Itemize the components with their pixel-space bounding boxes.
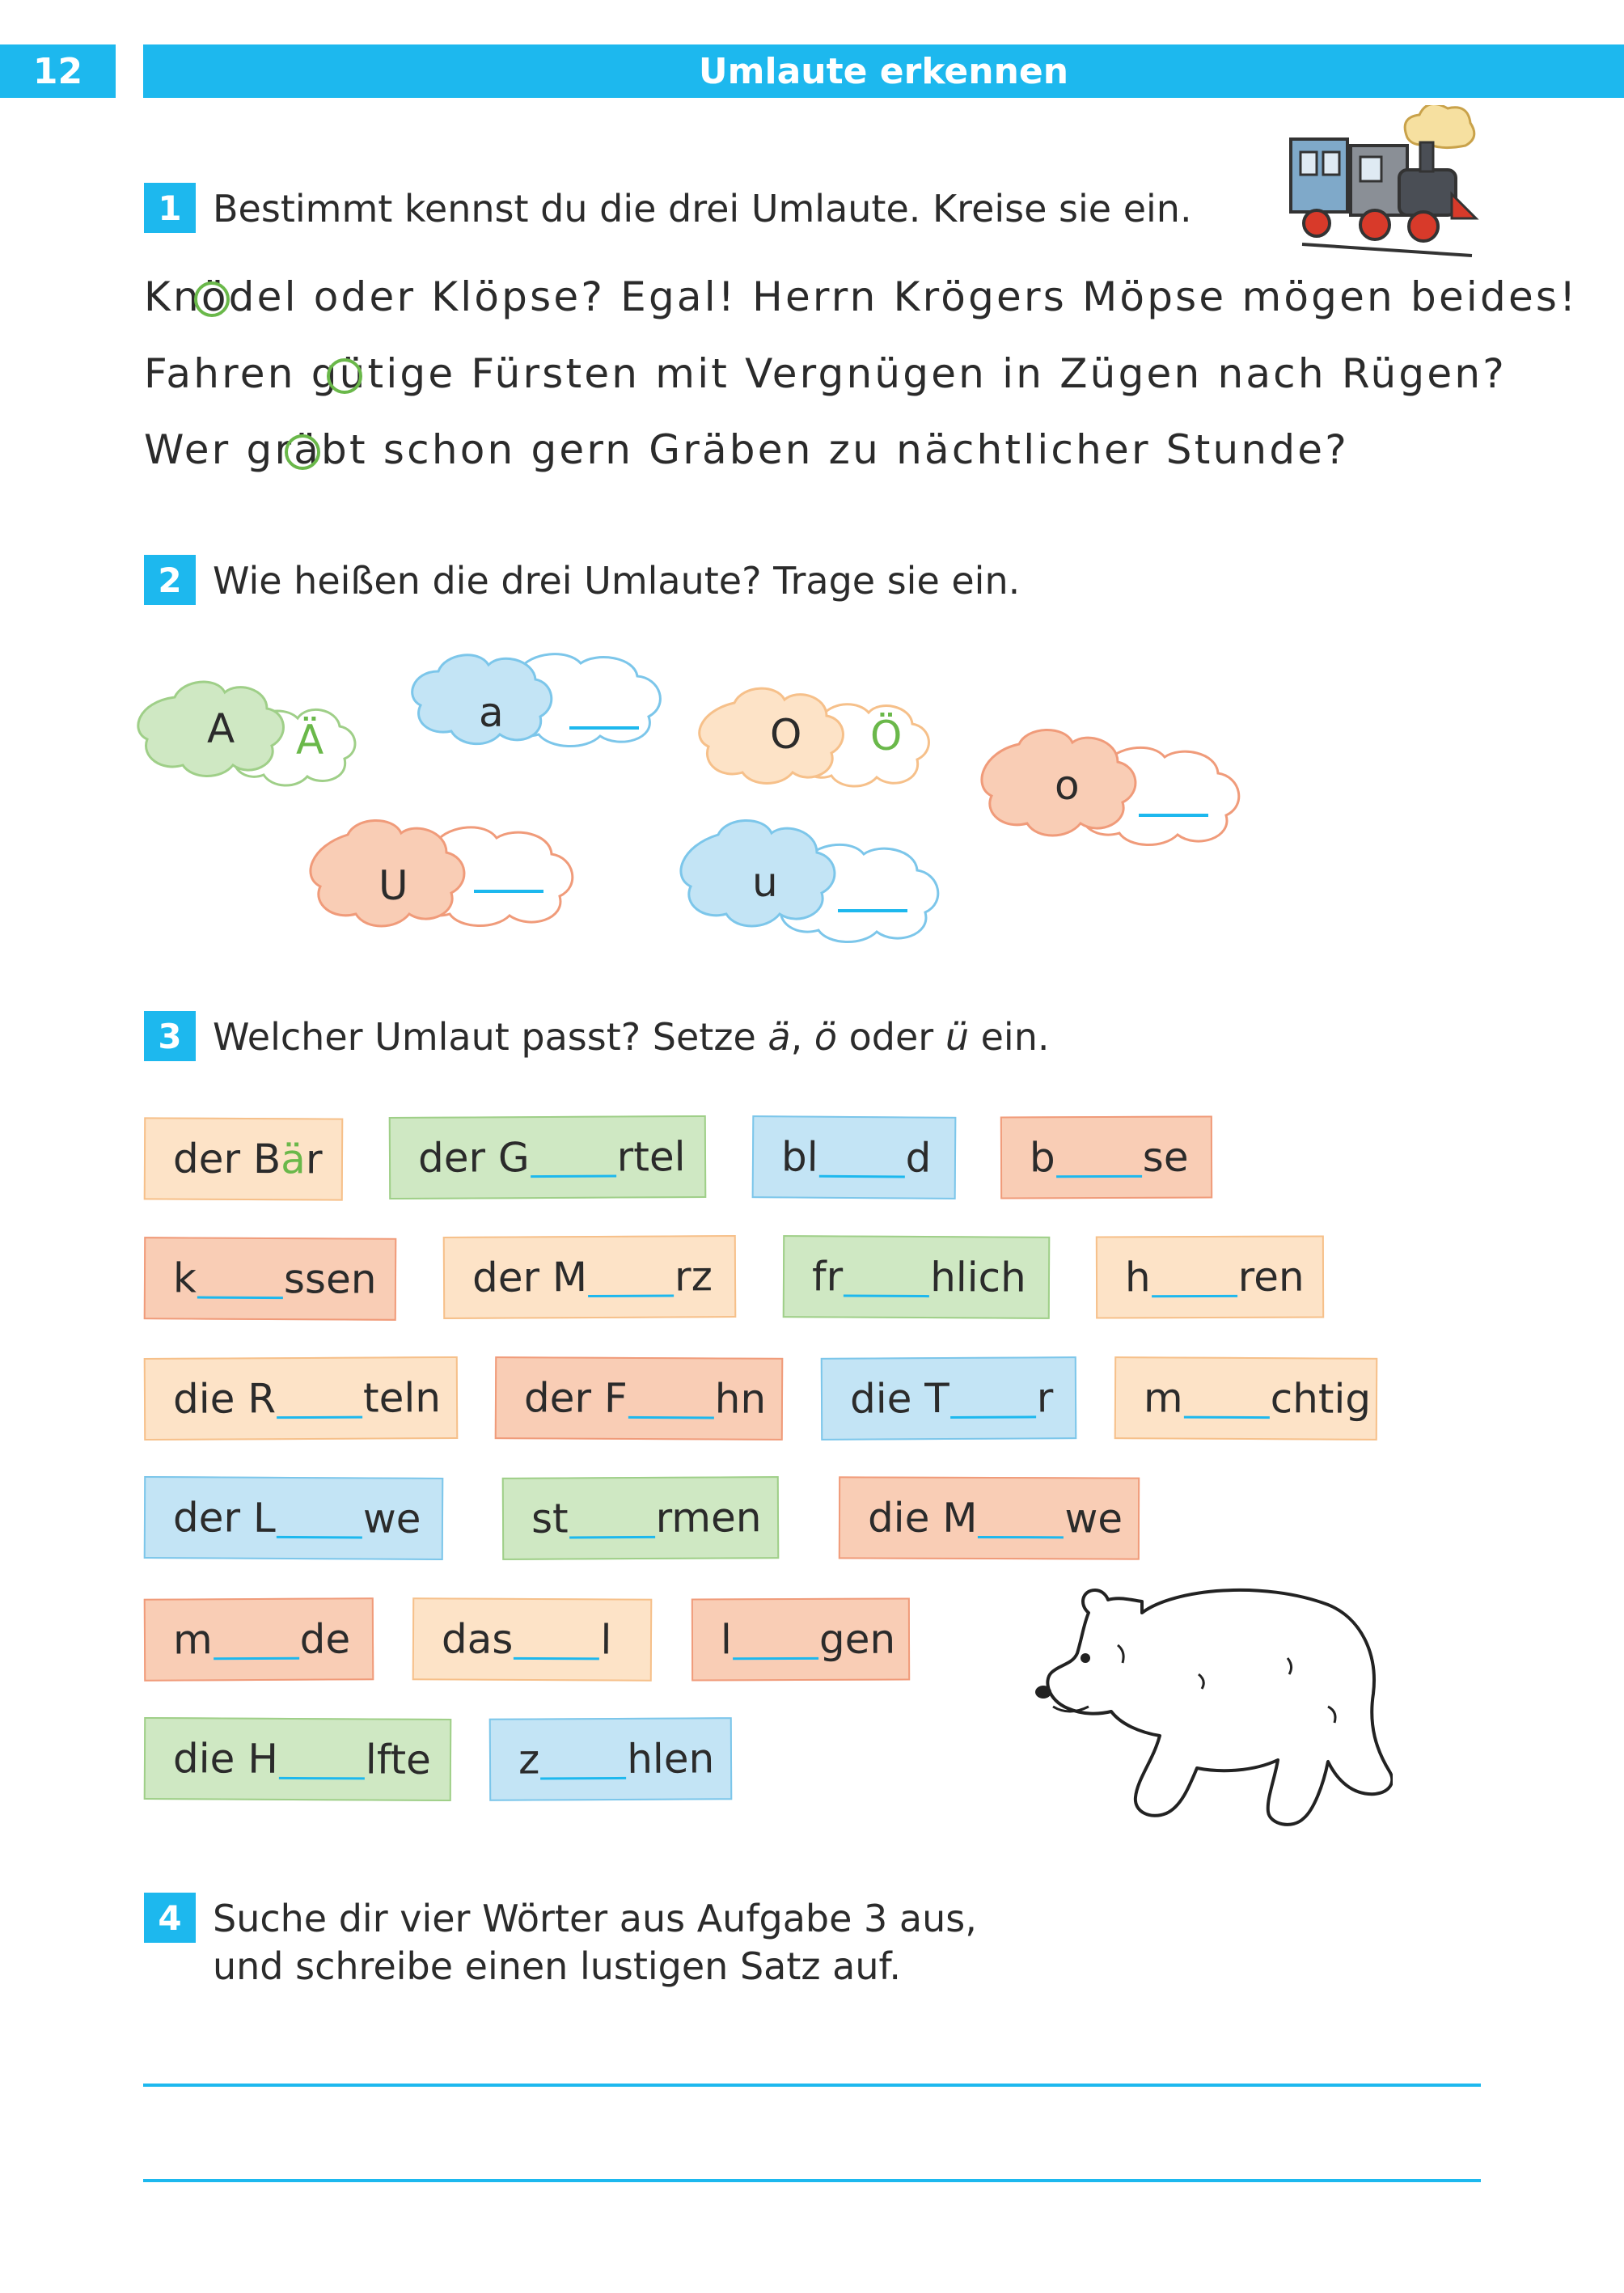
word-card: b se	[1000, 1116, 1212, 1199]
task-1-instruction: Bestimmt kennst du die drei Umlaute. Kreise sie ein.	[213, 187, 1192, 231]
steam-locomotive-icon	[1286, 105, 1480, 267]
word-card: m de	[144, 1597, 374, 1681]
task-4-number: 4	[144, 1893, 196, 1943]
answer-blank[interactable]	[1152, 1257, 1237, 1297]
answer-blank[interactable]	[214, 1619, 299, 1660]
task-3-number: 3	[144, 1011, 196, 1061]
task-1-sentence-1: Knödel oder Klöpse? Egal! Herrn Krögers Möpse mögen beides!	[144, 273, 1579, 320]
cloud-answer: Ö	[870, 713, 903, 759]
page-title: Umlaute erkennen	[143, 44, 1624, 98]
cloud-letter: u	[752, 859, 778, 906]
answer-blank[interactable]	[844, 1257, 929, 1297]
task-3-instruction: Welcher Umlaut passt? Setze ä, ö oder ü ein.	[213, 1015, 1050, 1059]
writing-line-2[interactable]	[143, 2179, 1481, 2182]
page-number: 12	[0, 44, 116, 98]
bear-icon	[1021, 1577, 1393, 1836]
answer-blank[interactable]	[277, 1498, 362, 1538]
word-card: der G rtel	[389, 1115, 707, 1199]
umlaut-circle-o	[194, 281, 230, 317]
word-card: k ssen	[144, 1237, 397, 1321]
word-card: z hlen	[489, 1717, 733, 1801]
word-card: m chtig	[1114, 1356, 1378, 1441]
word-card: fr hlich	[783, 1235, 1051, 1319]
word-card: die M we	[839, 1476, 1140, 1559]
answer-blank[interactable]	[588, 1257, 674, 1297]
answer-blank	[569, 726, 639, 730]
answer-blank[interactable]	[1184, 1378, 1270, 1419]
cloud-letter: U	[379, 862, 408, 909]
answer-blank[interactable]	[733, 1619, 818, 1659]
cloud-pair-A	[142, 671, 369, 793]
task-2-instruction: Wie heißen die drei Umlaute? Trage sie ein.	[213, 559, 1021, 603]
word-card: die T r	[821, 1356, 1077, 1441]
task-1-sentence-3: Wer gräbt schon gern Gräben zu nächtlicher Stunde?	[144, 426, 1349, 473]
cloud-answer: Ä	[296, 717, 324, 764]
answer-blank	[474, 890, 543, 893]
task-4-instruction-line-2: und schreibe einen lustigen Satz auf.	[213, 1944, 901, 1988]
word-card: der B ä r	[144, 1117, 344, 1200]
cloud-pair-a	[414, 639, 681, 760]
answer-blank[interactable]	[628, 1378, 714, 1419]
word-card: der L we	[144, 1476, 444, 1560]
writing-line-1[interactable]	[143, 2084, 1481, 2087]
task-1-number: 1	[144, 183, 196, 233]
word-card: h ren	[1096, 1236, 1324, 1319]
answer-blank	[838, 909, 907, 912]
word-card: das l	[412, 1597, 653, 1682]
answer-blank[interactable]	[514, 1619, 599, 1660]
word-card: bl d	[752, 1115, 957, 1199]
task-1-sentence-2: Fahren gütige Fürsten mit Vergnügen in Zügen nach Rügen?	[144, 350, 1507, 397]
answer-blank[interactable]	[1056, 1137, 1142, 1177]
cloud-letter: A	[207, 705, 235, 752]
answer-blank[interactable]	[978, 1498, 1064, 1538]
cloud-pair-U	[315, 809, 590, 938]
cloud-letter: a	[479, 689, 504, 736]
cloud-pair-O	[710, 675, 945, 797]
cloud-pair-o	[987, 728, 1254, 857]
word-card: l gen	[691, 1598, 910, 1682]
cloud-letter: o	[1055, 762, 1080, 809]
answer-blank[interactable]	[279, 1739, 365, 1779]
word-card: die H lfte	[144, 1717, 452, 1801]
word-card: die R teln	[144, 1356, 459, 1441]
answer-blank[interactable]	[540, 1739, 626, 1779]
answer-blank[interactable]	[197, 1259, 283, 1299]
answer-blank[interactable]	[818, 1137, 904, 1178]
answer-blank	[1139, 814, 1208, 817]
word-card: st rmen	[502, 1476, 780, 1560]
task-2-number: 2	[144, 555, 196, 605]
word-card: der M rz	[443, 1235, 737, 1319]
answer-blank[interactable]	[531, 1137, 616, 1178]
umlaut-circle-a	[285, 434, 320, 470]
answer-blank[interactable]	[950, 1378, 1036, 1419]
answer-blank[interactable]	[569, 1498, 655, 1538]
cloud-pair-u	[686, 817, 953, 946]
umlaut-circle-u	[327, 358, 362, 394]
task-4-instruction-line-1: Suche dir vier Wörter aus Aufgabe 3 aus,	[213, 1897, 977, 1940]
word-card: der F hn	[495, 1356, 784, 1441]
cloud-letter: O	[770, 711, 802, 758]
answer-blank[interactable]	[277, 1378, 362, 1419]
